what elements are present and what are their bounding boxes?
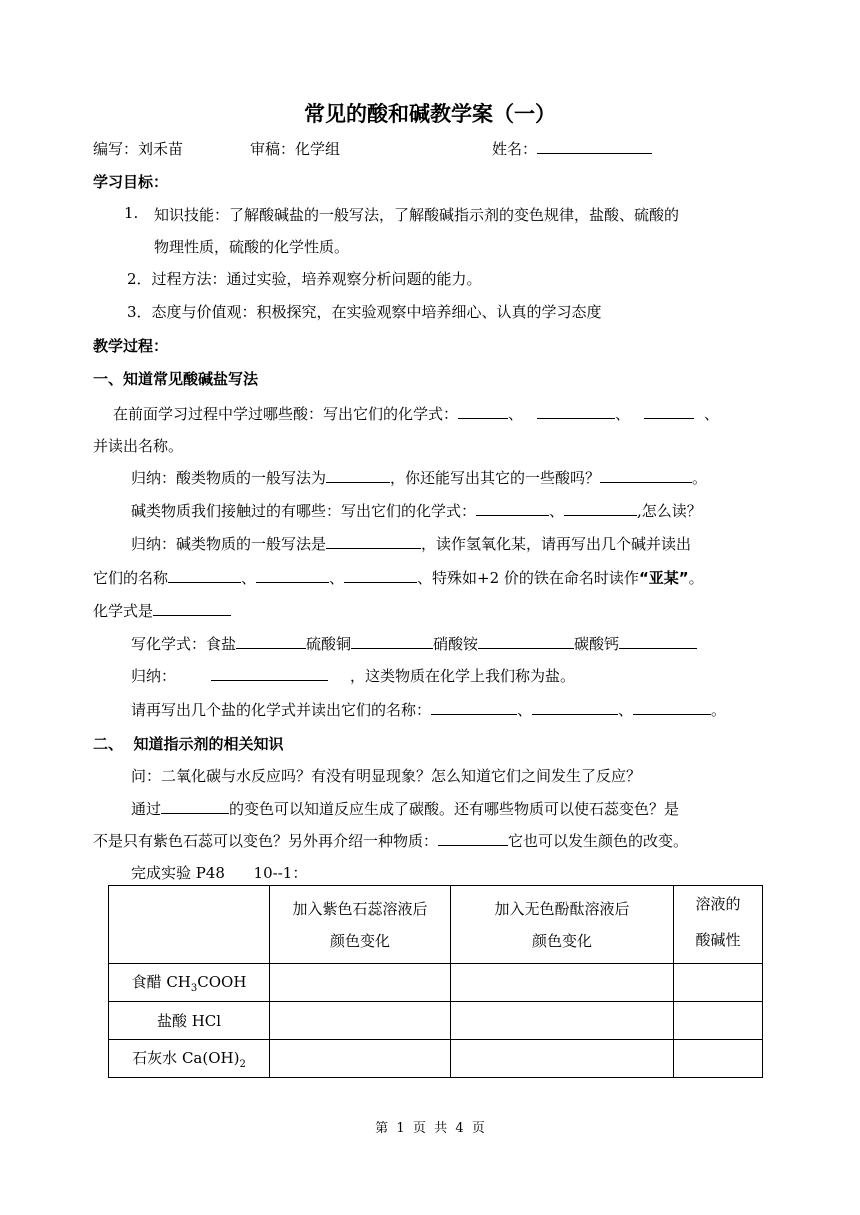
- row-label-vinegar: 食醋 $CH_3COOH$: [109, 964, 270, 1002]
- experiment-label: 完成实验 P48 10--1：: [131, 864, 308, 882]
- cell-input[interactable]: [451, 1002, 674, 1040]
- header-acidity: 溶液的 酸碱性: [674, 886, 763, 964]
- base-formula: 化学式是: [93, 600, 231, 621]
- acid-question: 在前面学习过程中学过哪些酸：写出它们的化学式： 、 、 、: [113, 405, 720, 423]
- salt-blank[interactable]: [236, 633, 306, 649]
- cell-input[interactable]: [674, 1040, 763, 1078]
- salt-summary: 归纳： ，这类物质在化学上我们称为盐。: [131, 667, 576, 685]
- table-row: [109, 964, 763, 1002]
- salt-name-blank-1[interactable]: [431, 699, 517, 715]
- acid-formula-blank[interactable]: [326, 467, 390, 483]
- section2-heading: 二、 知道指示剂的相关知识: [93, 735, 284, 753]
- base-formula-blank[interactable]: [326, 533, 421, 549]
- acid-blank-3[interactable]: [644, 403, 694, 419]
- base-blank-2[interactable]: [564, 500, 637, 516]
- name-label: 姓名：: [492, 140, 538, 158]
- other-acid-blank[interactable]: [600, 467, 692, 483]
- row-label-hcl: 盐酸 HCl: [109, 1002, 270, 1040]
- indicator-text-1: 通过 的变色可以知道反应生成了碳酸。还有哪些物质可以使石蕊变色？是: [131, 800, 680, 818]
- base-name-blank-1[interactable]: [168, 567, 241, 583]
- goal-1-line2: 物理性质，硫酸的化学性质。: [154, 238, 350, 256]
- co2-question: 问：二氧化碳与水反应吗？有没有明显现象？怎么知道它们之间发生了反应？: [131, 767, 642, 785]
- cell-input[interactable]: [451, 1040, 674, 1078]
- goal-2: 2．过程方法：通过实验，培养观察分析问题的能力。: [127, 270, 482, 288]
- write-formulas: 写化学式：食盐 硫酸铜 硝酸铵 碳酸钙: [131, 633, 697, 654]
- salt-summary-blank[interactable]: [211, 665, 328, 681]
- cell-input[interactable]: [270, 964, 451, 1002]
- cell-input[interactable]: [674, 964, 763, 1002]
- ammonium-nitrate-blank[interactable]: [478, 633, 574, 649]
- other-indicator-blank[interactable]: [438, 830, 508, 846]
- header-phenolphthalein: 加入无色酚酞溶液后 颜色变化: [451, 886, 674, 964]
- row-label-limewater: 石灰水 $Ca(OH)_2$: [109, 1040, 270, 1078]
- base-names: 它们的名称 、 、 、特殊如+2 价的铁在命名时读作“亚某”。: [93, 569, 704, 587]
- process-heading: 教学过程：: [93, 337, 169, 355]
- name-blank[interactable]: [537, 138, 652, 154]
- author: 编写：刘禾苗: [93, 140, 184, 158]
- base-blank-1[interactable]: [476, 500, 549, 516]
- page-title: 常见的酸和碱教学案（一）: [304, 102, 556, 126]
- acid-question-cont: 并读出名称。: [93, 437, 184, 455]
- header-cell-empty: [109, 886, 270, 964]
- table-row: [109, 1002, 763, 1040]
- salt-name-blank-2[interactable]: [532, 699, 618, 715]
- experiment-table: [108, 885, 763, 1078]
- goal-1-line1: 知识技能：了解酸碱盐的一般写法，了解酸碱指示剂的变色规律，盐酸、硫酸的: [154, 206, 680, 224]
- salt-question: 请再写出几个盐的化学式并读出它们的名称： 、 、 。: [131, 701, 727, 719]
- acid-summary: 归纳：酸类物质的一般写法为 ，你还能写出其它的一些酸吗？ 。: [131, 469, 708, 487]
- reviewer: 审稿：化学组: [250, 140, 341, 158]
- indicator-blank[interactable]: [161, 798, 229, 814]
- base-question: 碱类物质我们接触过的有哪些：写出它们的化学式： 、 ,怎么读？: [131, 502, 702, 520]
- cell-input[interactable]: [270, 1002, 451, 1040]
- acid-blank-2[interactable]: [537, 403, 615, 419]
- base-name-blank-3[interactable]: [344, 567, 417, 583]
- base-summary: 归纳：碱类物质的一般写法是 ，读作氢氧化某，请再写出几个碱并读出: [131, 535, 692, 553]
- table-header-row: [109, 886, 763, 964]
- ferrous-formula-blank[interactable]: [153, 600, 231, 616]
- cell-input[interactable]: [270, 1040, 451, 1078]
- cell-input[interactable]: [451, 964, 674, 1002]
- base-name-blank-2[interactable]: [256, 567, 329, 583]
- page-footer: 第 1 页 共 4 页: [375, 1121, 485, 1136]
- salt-name-blank-3[interactable]: [633, 699, 711, 715]
- goal-3: 3．态度与价值观：积极探究，在实验观察中培养细心、认真的学习态度: [127, 303, 602, 321]
- goal-1-num: 1.: [124, 204, 139, 222]
- calcium-carbonate-blank[interactable]: [619, 633, 697, 649]
- section1-heading: 一、知道常见酸碱盐写法: [93, 370, 259, 388]
- goals-heading: 学习目标：: [93, 173, 169, 191]
- header-litmus: 加入紫色石蕊溶液后 颜色变化: [270, 886, 451, 964]
- copper-sulfate-blank[interactable]: [351, 633, 433, 649]
- acid-blank-1[interactable]: [458, 403, 508, 419]
- name-field: [492, 138, 652, 159]
- table-row: [109, 1040, 763, 1078]
- indicator-text-2: 不是只有紫色石蕊可以变色？另外再介绍一种物质： 它也可以发生颜色的改变。: [93, 832, 689, 850]
- cell-input[interactable]: [674, 1002, 763, 1040]
